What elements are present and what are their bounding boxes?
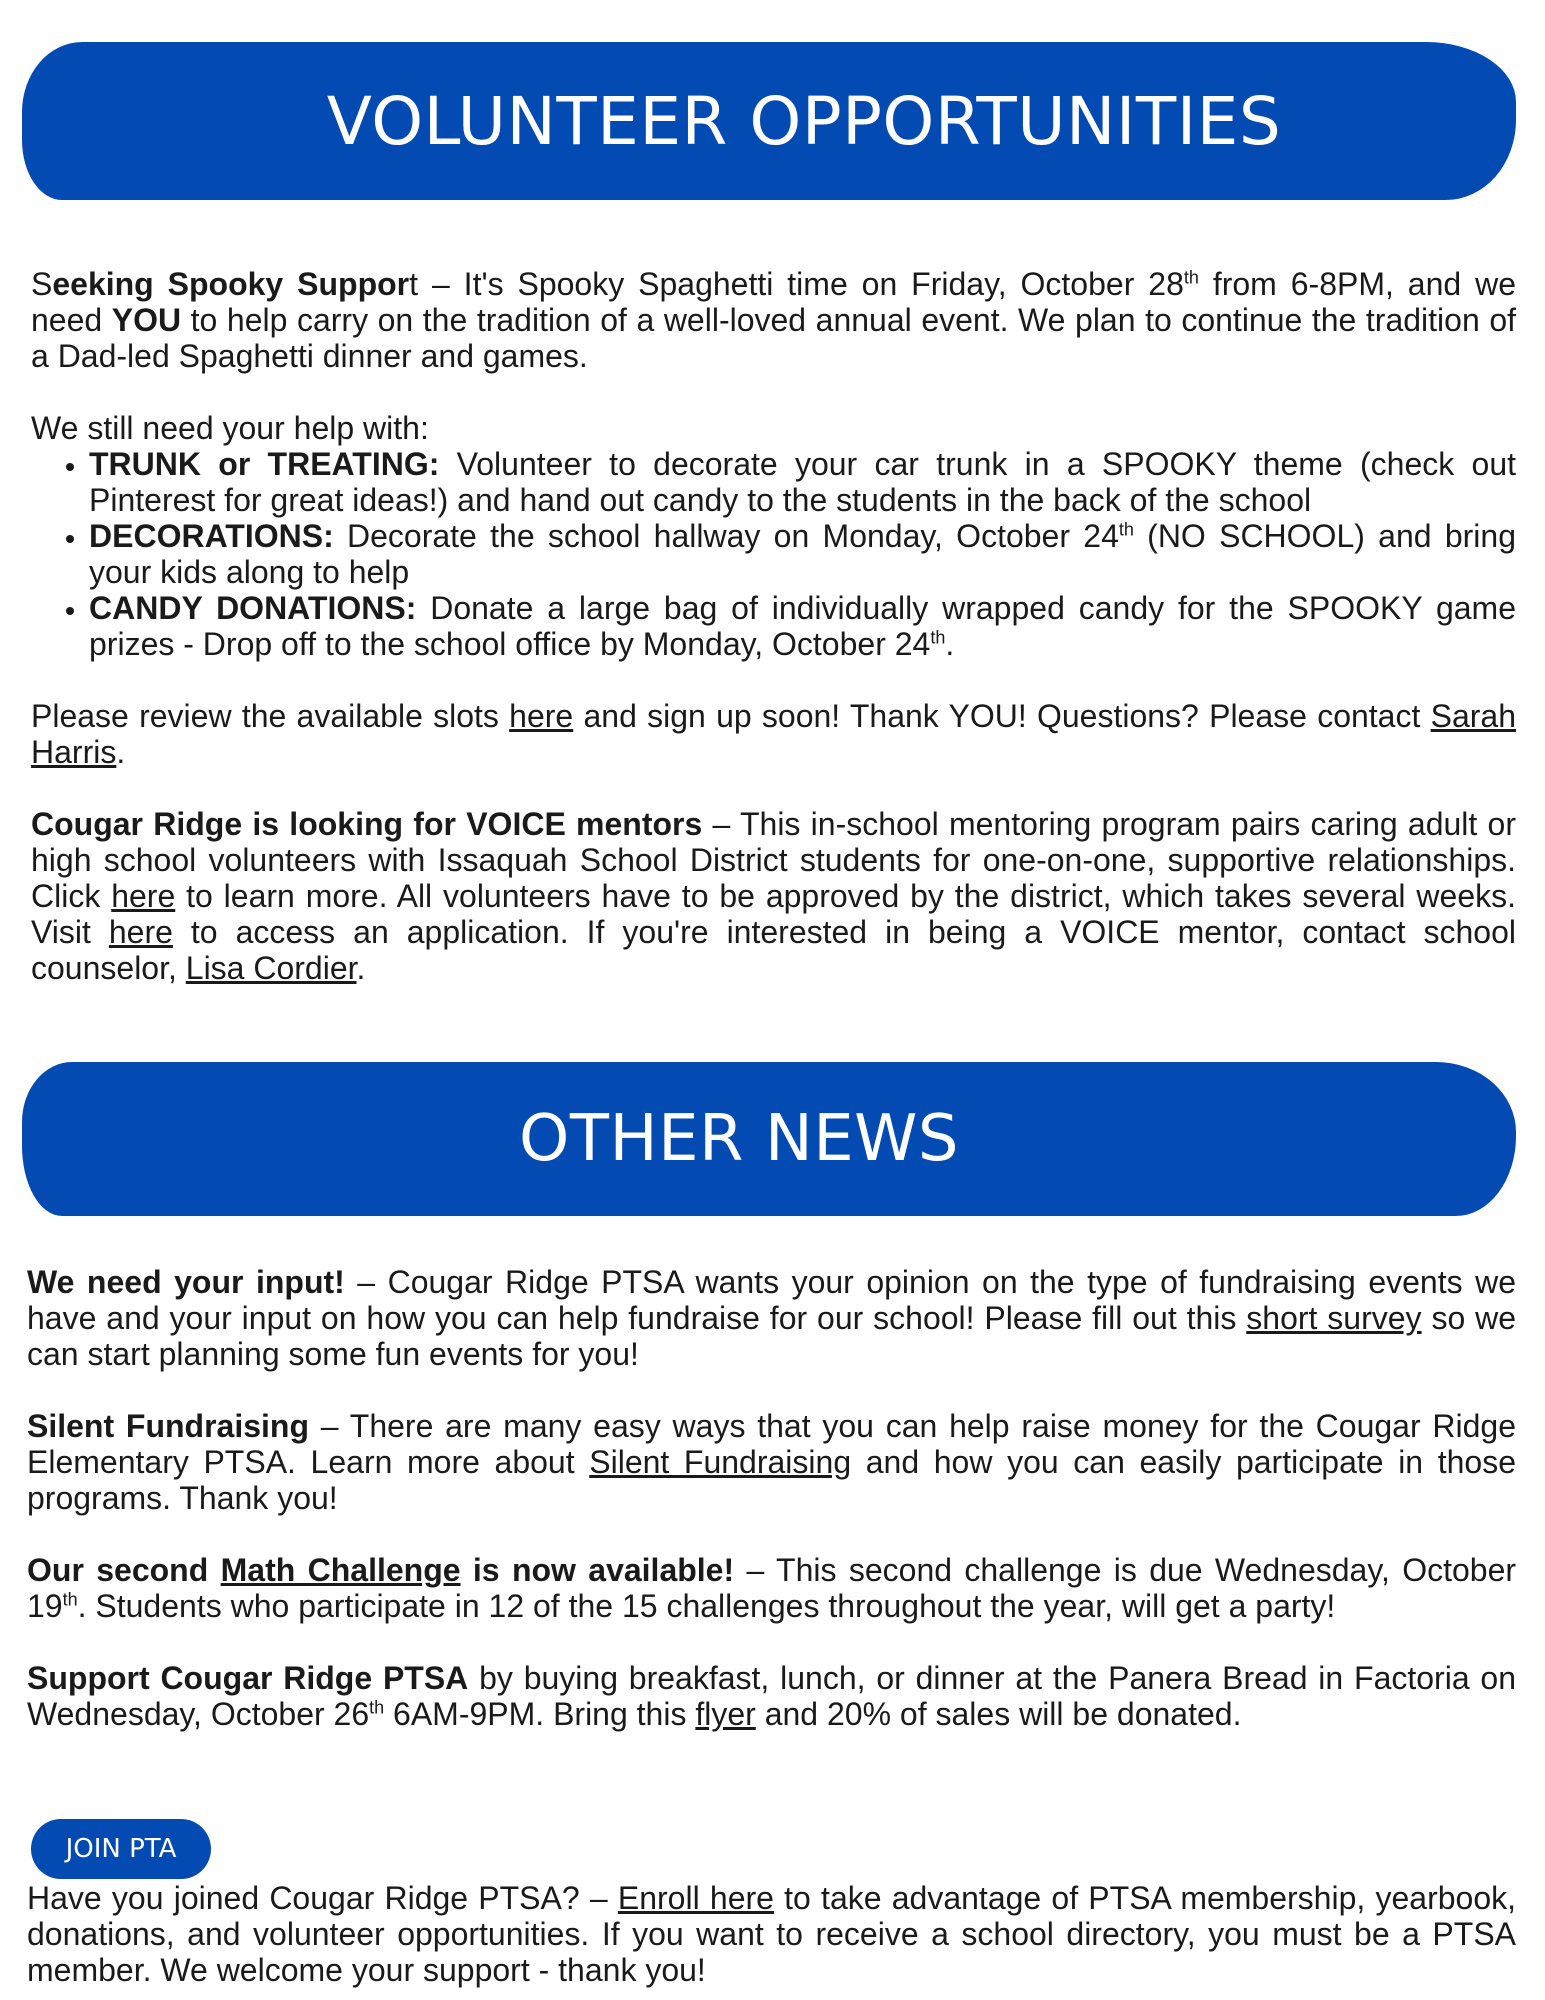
spooky-support-paragraph: Seeking Spooky Support – It's Spooky Spaghetti time on Friday, October 28th from 6-8PM, and we need YOU to help carry on the tradition of a well-loved annual event. We plan to continue the tradition of a Dad-led Spaghetti dinner and games. — [31, 266, 1517, 374]
other-news-heading: OTHER NEWS — [518, 1102, 960, 1176]
flyer-link[interactable]: flyer — [695, 1696, 756, 1732]
math-challenge-link[interactable]: Math Challenge — [220, 1552, 461, 1588]
enroll-here-link[interactable]: Enroll here — [617, 1880, 774, 1916]
short-survey-link[interactable]: short survey — [1246, 1300, 1422, 1336]
input-paragraph: We need your input! – Cougar Ridge PTSA wants your opinion on the type of fundraising events we have and your input on how you can help fundraise for our school! Please fill out this short survey so we can start planning some fun events for you! — [27, 1264, 1517, 1372]
silent-fundraising-link[interactable]: Silent Fundraising — [589, 1444, 852, 1480]
voice-learn-more-link[interactable]: here — [111, 878, 176, 914]
panera-paragraph: Support Cougar Ridge PTSA by buying breakfast, lunch, or dinner at the Panera Bread in Factoria on Wednesday, October 26th 6AM-9PM. Bring this flyer and 20% of sales will be donated. — [27, 1660, 1517, 1732]
other-news-banner — [22, 1062, 1516, 1216]
join-pta-button[interactable]: JOIN PTA — [31, 1819, 211, 1879]
lisa-cordier-link[interactable]: Lisa Cordier — [185, 950, 357, 986]
help-intro: We still need your help with: — [31, 410, 429, 446]
slots-paragraph: Please review the available slots here and sign up soon! Thank YOU! Questions? Please contact Sarah Harris. — [31, 698, 1517, 770]
volunteer-opportunities-heading: VOLUNTEER OPPORTUNITIES — [326, 82, 1282, 160]
join-ptsa-paragraph: Have you joined Cougar Ridge PTSA? – Enroll here to take advantage of PTSA membership, yearbook, donations, and volunteer opportunities. If you want to receive a school directory, you must be a PTSA member. We welcome your support - thank you! — [27, 1880, 1517, 1988]
silent-fundraising-paragraph: Silent Fundraising – There are many easy ways that you can help raise money for the Cougar Ridge Elementary PTSA. Learn more about Silent Fundraising and how you can easily participate in those programs. Thank you! — [27, 1408, 1517, 1516]
voice-application-link[interactable]: here — [108, 914, 173, 950]
sarah-harris-link[interactable]: Sarah Harris — [31, 698, 1517, 770]
voice-mentors-paragraph: Cougar Ridge is looking for VOICE mentors – This in-school mentoring program pairs caring adult or high school volunteers with Issaquah School District students for one-on-one, supportive relationships. Click here to learn more. All volunteers have to be approved by the district, which takes several weeks. Visit here to access an application. If you're interested in being a VOICE mentor, contact school counselor, Lisa Cordier. — [31, 806, 1517, 986]
help-list — [31, 446, 1516, 662]
help-item-candy-donations: • CANDY DONATIONS: Donate a large bag of individually wrapped candy for the SPOOKY game prizes - Drop off to the school office by Monday, October 24th. — [89, 590, 1516, 662]
volunteer-opportunities-banner — [22, 42, 1516, 200]
volunteer-section — [31, 266, 1516, 986]
math-challenge-paragraph: Our second Math Challenge is now available! – This second challenge is due Wednesday, October 19th. Students who participate in 12 of the 15 challenges throughout the year, will get a party! — [27, 1552, 1517, 1624]
help-item-trunk-or-treating: • TRUNK or TREATING: Volunteer to decorate your car trunk in a SPOOKY theme (check out Pinterest for great ideas!) and hand out candy to the students in the back of the school — [89, 446, 1516, 518]
other-news-section — [27, 1264, 1516, 1732]
slots-here-link[interactable]: here — [509, 698, 574, 734]
help-item-decorations: • DECORATIONS: Decorate the school hallway on Monday, October 24th (NO SCHOOL) and bring your kids along to help — [89, 518, 1516, 590]
